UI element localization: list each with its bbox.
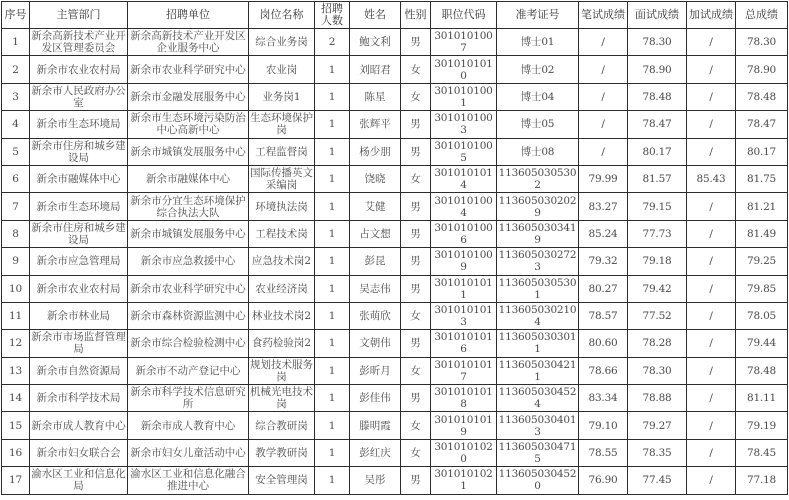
cell-total: 78.30 <box>736 29 788 56</box>
cell-interview: 78.30 <box>628 357 687 384</box>
cell-written: 80.27 <box>579 275 628 302</box>
cell-exam-id: 1136050304715 <box>497 439 579 466</box>
cell-post-code: 3010101009 <box>431 248 497 275</box>
cell-written: 78.55 <box>579 439 628 466</box>
cell-total: 81.21 <box>736 193 788 220</box>
header-dept: 主管部门 <box>30 2 128 29</box>
header-post-code: 职位代码 <box>431 2 497 29</box>
cell-extra: / <box>687 385 736 412</box>
cell-extra: / <box>687 111 736 138</box>
cell-total: 78.48 <box>736 83 788 110</box>
cell-gender: 女 <box>401 412 431 439</box>
table-row <box>2 330 788 357</box>
cell-total: 81.11 <box>736 385 788 412</box>
cell-no: 10 <box>2 275 30 302</box>
cell-no: 17 <box>2 467 30 494</box>
cell-post: 林业技术岗2 <box>249 302 315 329</box>
cell-name: 彭昆 <box>350 248 401 275</box>
cell-total: 77.18 <box>736 467 788 494</box>
cell-exam-id: 1136050303011 <box>497 330 579 357</box>
cell-exam-id: 博士05 <box>497 111 579 138</box>
cell-dept: 新余高新技术产业开发区管理委员会 <box>31 30 126 55</box>
cell-total: 78.90 <box>736 56 788 83</box>
cell-no: 1 <box>2 29 30 56</box>
cell-name: 彭红庆 <box>350 439 401 466</box>
cell-unit: 新余市应急救援中心 <box>128 248 249 275</box>
cell-no: 3 <box>2 83 30 110</box>
cell-total: 81.75 <box>736 165 788 192</box>
header-exam-id: 准考证号 <box>497 2 579 29</box>
cell-count: 1 <box>315 220 350 247</box>
cell-count: 1 <box>315 248 350 275</box>
cell-post-code: 3010101017 <box>431 357 497 384</box>
cell-post: 环境执法岗 <box>249 193 315 220</box>
cell-unit: 新余市综合检验检测中心 <box>128 330 249 357</box>
cell-post: 安全管理岗 <box>249 467 315 494</box>
cell-exam-id: 1136050304524 <box>497 385 579 412</box>
cell-unit: 新余市农业科学研究中心 <box>128 275 249 302</box>
cell-written: 83.27 <box>579 193 628 220</box>
cell-gender: 男 <box>401 111 431 138</box>
cell-gender: 男 <box>401 248 431 275</box>
header-written: 笔试成绩 <box>579 2 628 29</box>
header-row <box>2 2 788 29</box>
cell-post-code: 3010101004 <box>431 193 497 220</box>
cell-total: 80.17 <box>736 138 788 165</box>
cell-written: / <box>579 83 628 110</box>
cell-no: 8 <box>2 220 30 247</box>
cell-count: 1 <box>315 467 350 494</box>
cell-total: 78.45 <box>736 439 788 466</box>
cell-interview: 79.18 <box>628 248 687 275</box>
cell-name: 吴志伟 <box>350 275 401 302</box>
table-row <box>2 56 788 83</box>
cell-name: 艾健 <box>350 193 401 220</box>
cell-unit: 新余市分宜生态环境保护综合执法大队 <box>128 193 249 220</box>
cell-post: 农业经济岗 <box>249 275 315 302</box>
cell-post-code: 3010101014 <box>431 165 497 192</box>
cell-gender: 男 <box>401 138 431 165</box>
cell-exam-id: 1136050304211 <box>497 357 579 384</box>
cell-total: 79.44 <box>736 330 788 357</box>
cell-dept: 渝水区工业和信息化局 <box>31 468 126 493</box>
header-count: 招聘人数 <box>315 2 350 29</box>
cell-interview: 78.88 <box>628 385 687 412</box>
cell-dept: 新余市科学技术局 <box>30 385 128 412</box>
cell-unit: 新余市科学技术信息研究所 <box>128 385 249 412</box>
cell-interview: 78.48 <box>628 83 687 110</box>
cell-gender: 男 <box>401 330 431 357</box>
cell-post: 生态环境保护岗 <box>250 112 313 137</box>
cell-name: 吴彤 <box>350 467 401 494</box>
cell-no: 12 <box>2 330 30 357</box>
cell-total: 78.47 <box>736 111 788 138</box>
cell-post: 机械光电技术岗 <box>250 386 313 411</box>
header-gender: 性别 <box>401 2 431 29</box>
cell-extra: / <box>687 330 736 357</box>
cell-written: 79.99 <box>579 165 628 192</box>
cell-exam-id: 博士04 <box>497 83 579 110</box>
cell-post-code: 3010101005 <box>431 138 497 165</box>
cell-unit: 新余市城镇发展服务中心 <box>128 220 249 247</box>
cell-count: 1 <box>315 275 350 302</box>
cell-dept: 新余市融媒体中心 <box>30 165 128 192</box>
table-row <box>2 412 788 439</box>
cell-interview: 78.35 <box>628 439 687 466</box>
cell-gender: 男 <box>401 220 431 247</box>
cell-exam-id: 1136050302029 <box>497 193 579 220</box>
cell-post-code: 3010101011 <box>431 275 497 302</box>
cell-extra: / <box>687 29 736 56</box>
cell-post: 综合业务岗 <box>249 29 315 56</box>
cell-dept: 新余市住房和城乡建设局 <box>31 139 126 164</box>
table-row <box>2 165 788 192</box>
cell-name: 陈星 <box>350 83 401 110</box>
cell-count: 1 <box>315 385 350 412</box>
cell-written: 78.57 <box>579 302 628 329</box>
cell-written: 78.66 <box>579 357 628 384</box>
cell-gender: 女 <box>401 83 431 110</box>
cell-exam-id: 1136050304013 <box>497 412 579 439</box>
cell-dept: 新余市生态环境局 <box>30 193 128 220</box>
cell-count: 1 <box>315 439 350 466</box>
header-no: 序号 <box>2 2 30 29</box>
table-row <box>2 29 788 56</box>
cell-dept: 新余市市场监督管理局 <box>31 331 126 356</box>
cell-name: 鲍文利 <box>350 29 401 56</box>
cell-interview: 77.73 <box>628 220 687 247</box>
cell-count: 2 <box>315 29 350 56</box>
table-row <box>2 439 788 466</box>
cell-total: 78.48 <box>736 357 788 384</box>
cell-written: / <box>579 56 628 83</box>
cell-dept: 新余市农业农村局 <box>30 56 128 83</box>
cell-name: 张萌欣 <box>350 302 401 329</box>
cell-total: 79.85 <box>736 275 788 302</box>
cell-total: 79.25 <box>736 248 788 275</box>
cell-dept: 新余市自然资源局 <box>30 357 128 384</box>
cell-extra: / <box>687 412 736 439</box>
cell-extra: / <box>687 439 736 466</box>
cell-no: 7 <box>2 193 30 220</box>
cell-post: 应急技术岗2 <box>249 248 315 275</box>
cell-unit: 渝水区工业和信息化融合推进中心 <box>128 467 249 494</box>
cell-interview: 79.27 <box>628 412 687 439</box>
cell-name: 张辉平 <box>350 111 401 138</box>
cell-count: 1 <box>315 302 350 329</box>
cell-gender: 女 <box>401 302 431 329</box>
cell-dept: 新余市生态环境局 <box>30 111 128 138</box>
cell-dept: 新余市住房和城乡建设局 <box>31 221 126 246</box>
cell-no: 13 <box>2 357 30 384</box>
cell-gender: 女 <box>401 165 431 192</box>
cell-count: 1 <box>315 165 350 192</box>
table-row <box>2 111 788 138</box>
table-row <box>2 467 788 494</box>
cell-count: 1 <box>315 357 350 384</box>
cell-post: 业务岗1 <box>249 83 315 110</box>
cell-extra: 85.43 <box>687 165 736 192</box>
cell-count: 1 <box>315 193 350 220</box>
cell-exam-id: 1136050302723 <box>497 248 579 275</box>
cell-post-code: 3010101010 <box>431 56 497 83</box>
cell-unit: 新余市森林资源监测中心 <box>128 302 249 329</box>
cell-total: 78.05 <box>736 302 788 329</box>
cell-count: 1 <box>315 138 350 165</box>
cell-no: 5 <box>2 138 30 165</box>
cell-extra: / <box>687 248 736 275</box>
cell-count: 1 <box>315 83 350 110</box>
cell-interview: 79.15 <box>628 193 687 220</box>
cell-extra: / <box>687 357 736 384</box>
cell-extra: / <box>687 220 736 247</box>
table-row <box>2 275 788 302</box>
cell-dept: 新余市妇女联合会 <box>30 439 128 466</box>
cell-total: 79.19 <box>736 412 788 439</box>
table-row <box>2 220 788 247</box>
cell-written: / <box>579 29 628 56</box>
table-row <box>2 138 788 165</box>
cell-no: 4 <box>2 111 30 138</box>
cell-post: 教学教研岗 <box>249 439 315 466</box>
cell-post-code: 3010101006 <box>431 220 497 247</box>
cell-written: / <box>579 138 628 165</box>
cell-exam-id: 博士01 <box>497 29 579 56</box>
cell-interview: 77.52 <box>628 302 687 329</box>
table-row <box>2 385 788 412</box>
cell-post: 农业岗 <box>249 56 315 83</box>
cell-post-code: 3010101013 <box>431 302 497 329</box>
cell-post: 食药检验岗2 <box>249 330 315 357</box>
cell-post-code: 3010101018 <box>431 385 497 412</box>
cell-unit: 新余高新技术产业开发区企业服务中心 <box>128 29 249 56</box>
cell-gender: 男 <box>401 467 431 494</box>
cell-name: 饶晓 <box>350 165 401 192</box>
cell-exam-id: 1136050305301 <box>497 275 579 302</box>
cell-post-code: 3010101016 <box>431 330 497 357</box>
cell-name: 滕明霞 <box>350 412 401 439</box>
cell-no: 2 <box>2 56 30 83</box>
table-row <box>2 83 788 110</box>
cell-extra: / <box>687 302 736 329</box>
cell-dept: 新余市成人教育中心 <box>30 412 128 439</box>
cell-interview: 77.45 <box>628 467 687 494</box>
header-interview: 面试成绩 <box>628 2 687 29</box>
cell-post: 规划技术服务岗 <box>250 358 313 383</box>
header-name: 姓名 <box>350 2 401 29</box>
cell-post-code: 3010101021 <box>431 467 497 494</box>
cell-post-code: 3010101020 <box>431 439 497 466</box>
cell-count: 1 <box>315 412 350 439</box>
cell-count: 1 <box>315 330 350 357</box>
cell-gender: 男 <box>401 275 431 302</box>
cell-interview: 78.28 <box>628 330 687 357</box>
cell-name: 文朝伟 <box>350 330 401 357</box>
table-row <box>2 357 788 384</box>
score-table <box>1 1 788 495</box>
cell-extra: / <box>687 275 736 302</box>
cell-exam-id: 1136050302104 <box>497 302 579 329</box>
cell-post-code: 3010101001 <box>431 83 497 110</box>
cell-count: 1 <box>315 111 350 138</box>
cell-gender: 女 <box>401 56 431 83</box>
cell-name: 杨少朋 <box>350 138 401 165</box>
cell-exam-id: 1136050303419 <box>497 220 579 247</box>
cell-post: 工程监督岗 <box>249 138 315 165</box>
cell-post: 工程技术岗 <box>249 220 315 247</box>
cell-interview: 80.17 <box>628 138 687 165</box>
cell-unit: 新余市金融发展服务中心 <box>128 83 249 110</box>
cell-total: 81.49 <box>736 220 788 247</box>
header-unit: 招聘单位 <box>128 2 249 29</box>
cell-gender: 男 <box>401 193 431 220</box>
cell-post: 综合教研岗 <box>249 412 315 439</box>
cell-no: 14 <box>2 385 30 412</box>
cell-extra: / <box>687 467 736 494</box>
cell-exam-id: 博士08 <box>497 138 579 165</box>
cell-written: 76.90 <box>579 467 628 494</box>
cell-unit: 新余市生态环境污染防治中心高新中心 <box>128 111 249 138</box>
cell-unit: 新余市妇女儿童活动中心 <box>128 439 249 466</box>
cell-count: 1 <box>315 56 350 83</box>
table-row <box>2 248 788 275</box>
cell-interview: 79.42 <box>628 275 687 302</box>
cell-extra: / <box>687 83 736 110</box>
cell-gender: 女 <box>401 439 431 466</box>
cell-no: 9 <box>2 248 30 275</box>
cell-interview: 78.30 <box>628 29 687 56</box>
cell-written: 83.34 <box>579 385 628 412</box>
cell-post-code: 3010101019 <box>431 412 497 439</box>
cell-post-code: 3010101007 <box>431 29 497 56</box>
cell-interview: 78.47 <box>628 111 687 138</box>
table-body <box>2 29 788 495</box>
cell-no: 15 <box>2 412 30 439</box>
cell-exam-id: 1136050305302 <box>497 165 579 192</box>
cell-gender: 男 <box>401 385 431 412</box>
header-post: 岗位名称 <box>249 2 315 29</box>
cell-interview: 78.90 <box>628 56 687 83</box>
cell-dept: 新余市人民政府办公室 <box>31 84 126 109</box>
cell-dept: 新余市农业农村局 <box>30 275 128 302</box>
table-row <box>2 302 788 329</box>
cell-exam-id: 博士02 <box>497 56 579 83</box>
table-row <box>2 193 788 220</box>
cell-extra: / <box>687 56 736 83</box>
cell-post-code: 3010101003 <box>431 111 497 138</box>
cell-no: 6 <box>2 165 30 192</box>
cell-no: 16 <box>2 439 30 466</box>
cell-unit: 新余市融媒体中心 <box>128 165 249 192</box>
cell-dept: 新余市应急管理局 <box>30 248 128 275</box>
cell-gender: 男 <box>401 29 431 56</box>
cell-written: 79.32 <box>579 248 628 275</box>
cell-name: 彭昕月 <box>350 357 401 384</box>
cell-gender: 女 <box>401 357 431 384</box>
cell-written: 80.60 <box>579 330 628 357</box>
cell-extra: / <box>687 193 736 220</box>
cell-unit: 新余市不动产登记中心 <box>128 357 249 384</box>
header-total: 总成绩 <box>736 2 788 29</box>
cell-post: 国际传播英文采编岗 <box>250 167 313 192</box>
cell-written: 79.10 <box>579 412 628 439</box>
cell-name: 占文想 <box>350 220 401 247</box>
cell-unit: 新余市城镇发展服务中心 <box>128 138 249 165</box>
header-extra: 加试成绩 <box>687 2 736 29</box>
cell-extra: / <box>687 138 736 165</box>
cell-dept: 新余市林业局 <box>30 302 128 329</box>
cell-exam-id: 1136050304520 <box>497 467 579 494</box>
cell-name: 彭佳伟 <box>350 385 401 412</box>
cell-written: 85.24 <box>579 220 628 247</box>
cell-interview: 81.57 <box>628 165 687 192</box>
cell-name: 刘昭君 <box>350 56 401 83</box>
cell-unit: 新余市农业科学研究中心 <box>128 56 249 83</box>
cell-no: 11 <box>2 302 30 329</box>
cell-unit: 新余市成人教育中心 <box>128 412 249 439</box>
cell-written: / <box>579 111 628 138</box>
